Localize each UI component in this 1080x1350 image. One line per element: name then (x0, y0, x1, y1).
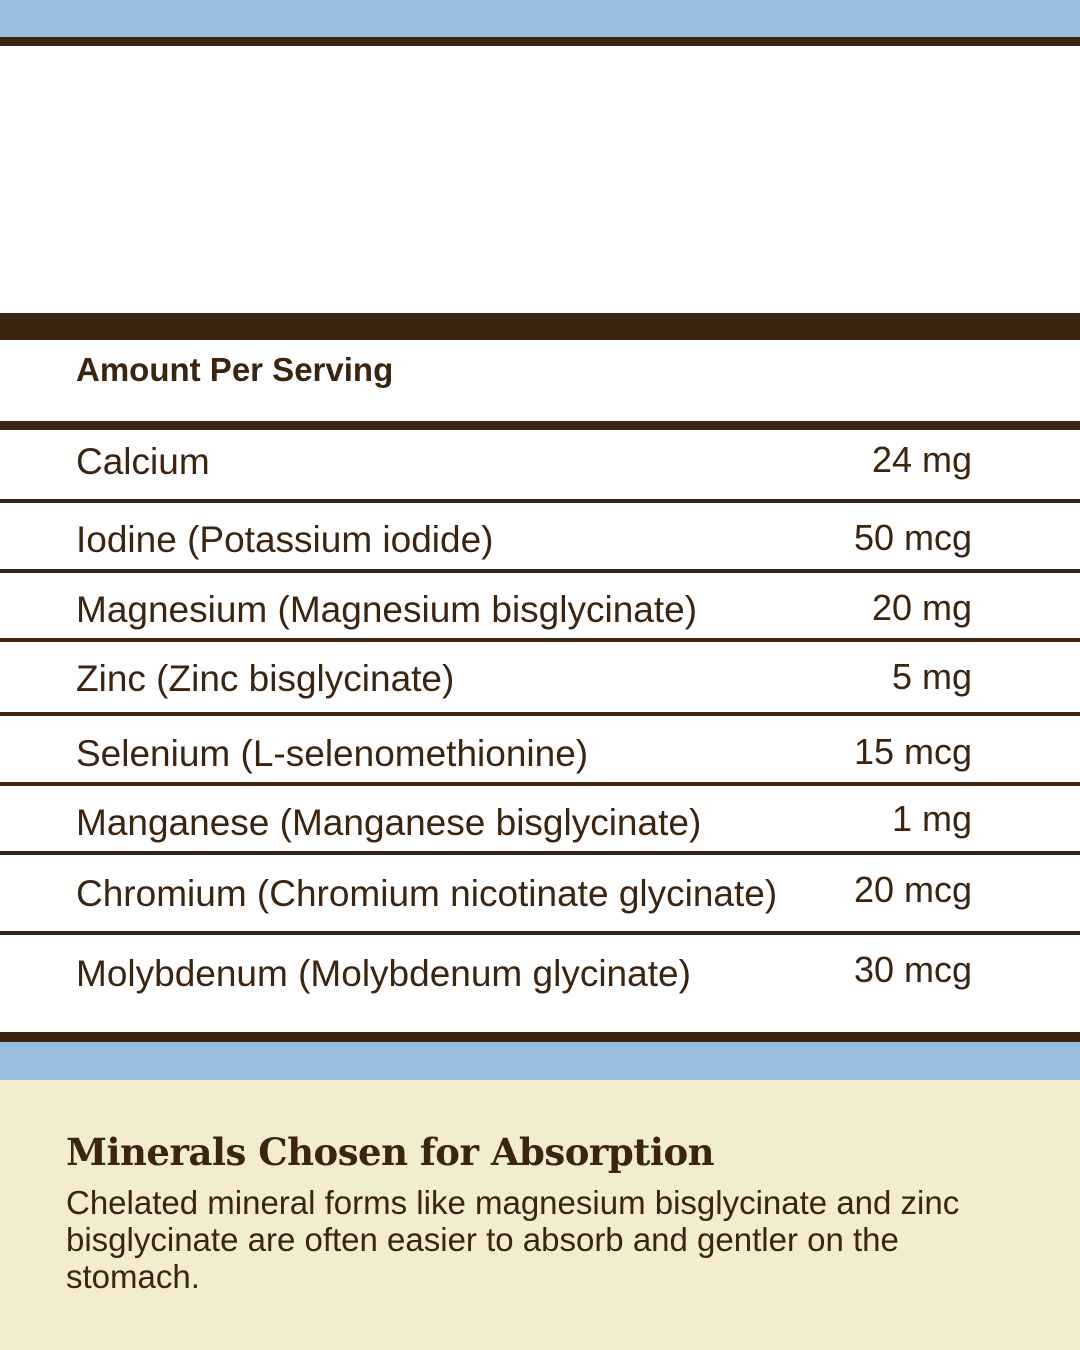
row-divider (0, 569, 1080, 573)
nutrient-amount: 20 mcg (853, 869, 972, 910)
row-divider (0, 851, 1080, 855)
row-divider (0, 499, 1080, 503)
nutrient-name: Zinc (Zinc bisglycinate) (76, 658, 455, 699)
amount-per-serving-header: Amount Per Serving (76, 351, 394, 388)
row-divider (0, 638, 1080, 642)
nutrient-name: Manganese (Manganese bisglycinate) (76, 802, 702, 843)
panel-bottom-rule (0, 1032, 1080, 1042)
nutrient-name: Calcium (76, 441, 210, 482)
nutrient-amount: 24 mg (871, 439, 972, 480)
info-title: Minerals Chosen for Absorption (66, 1130, 715, 1174)
nutrient-name: Magnesium (Magnesium bisglycinate) (76, 589, 698, 630)
top-rule (0, 37, 1080, 46)
row-divider (0, 712, 1080, 716)
info-panel (0, 1080, 1080, 1350)
nutrient-amount: 30 mcg (853, 949, 972, 990)
row-divider (0, 931, 1080, 935)
nutrient-name: Iodine (Potassium iodide) (76, 519, 494, 560)
nutrient-amount: 50 mcg (853, 517, 972, 558)
nutrient-name: Selenium (L-selenomethionine) (76, 733, 589, 774)
nutrient-amount: 20 mg (871, 587, 972, 628)
nutrient-name: Chromium (Chromium nicotinate glycinate) (76, 873, 778, 914)
row-divider (0, 782, 1080, 786)
bottom-color-band (0, 1042, 1080, 1080)
top-color-band (0, 0, 1080, 37)
panel-header-rule (0, 421, 1080, 430)
panel-thick-rule (0, 313, 1080, 340)
nutrient-amount: 5 mg (891, 656, 972, 697)
nutrient-name: Molybdenum (Molybdenum glycinate) (76, 953, 691, 994)
nutrient-amount: 15 mcg (853, 731, 972, 772)
info-body: Chelated mineral forms like magnesium bisglycinate and zinc bisglycinate are often easier to absorb and gentler on the stomach. (66, 1184, 960, 1295)
nutrient-amount: 1 mg (891, 798, 972, 839)
